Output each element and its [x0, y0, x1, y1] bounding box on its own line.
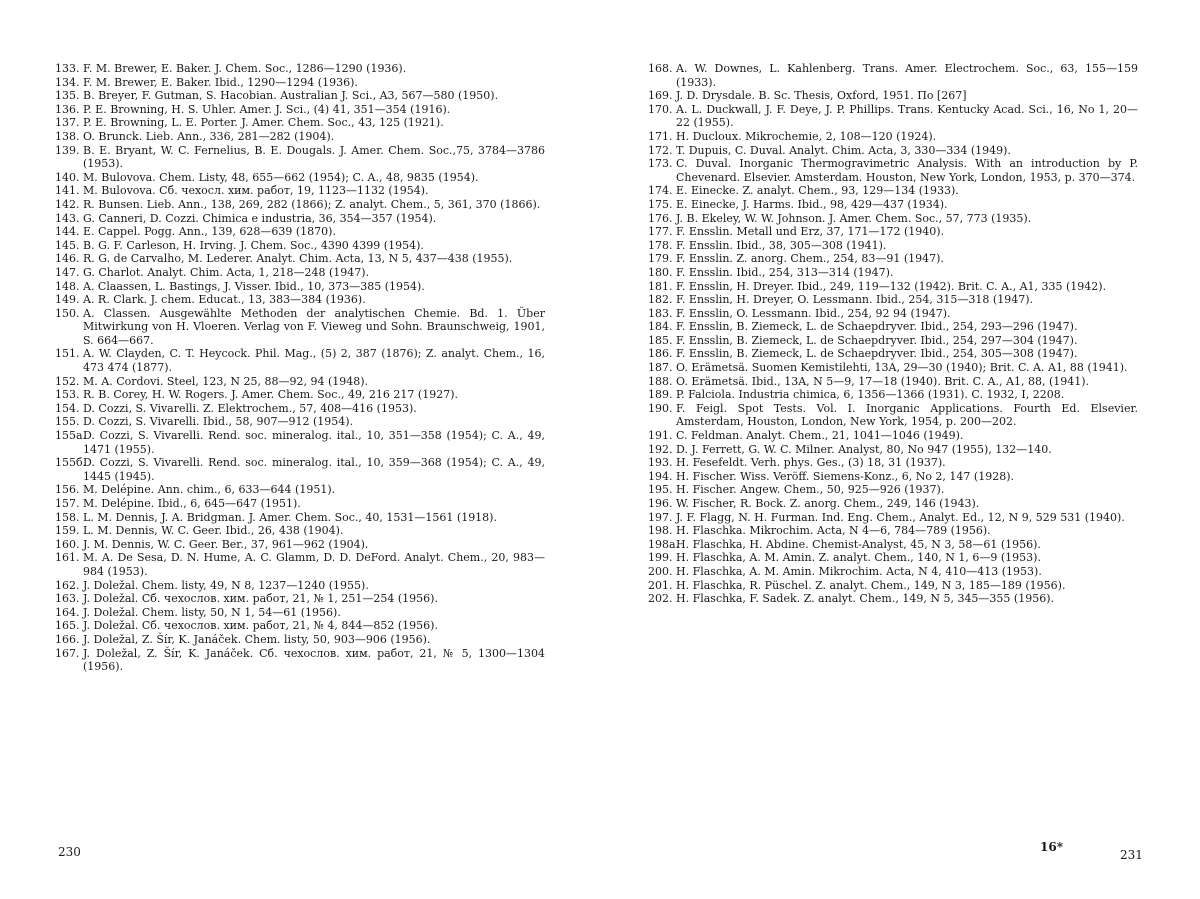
reference-number: 199. — [648, 551, 673, 565]
reference-number: 176. — [648, 211, 673, 225]
reference-number: 171. — [648, 129, 673, 143]
reference-text: F. Ensslin, O. Lessmann. Ibid., 254, 92 94 (1947). — [676, 306, 951, 320]
reference-number: 194. — [648, 469, 673, 483]
reference-entry — [648, 293, 1138, 307]
reference-entry — [55, 62, 545, 76]
reference-number: 189. — [648, 388, 673, 402]
reference-text: H. Ducloux. Mikrochemie, 2, 108—120 (1924). — [676, 129, 937, 143]
reference-text: E. Einecke, J. Harms. Ibid., 98, 429—437 (1934). — [676, 197, 948, 211]
reference-text: M. A. De Sesa, D. N. Hume, A. C. Glamm, D. D. DeFord. Analyt. Chem., 20, 983—984 (1953). — [83, 551, 545, 578]
reference-entry — [648, 266, 1138, 280]
reference-entry — [648, 511, 1138, 525]
reference-text: F. Ensslin. Ibid., 38, 305—308 (1941). — [676, 238, 887, 252]
reference-number: 139. — [55, 143, 80, 157]
left-page — [55, 62, 545, 862]
reference-number: 162. — [55, 578, 80, 592]
reference-text: H. Flaschka, R. Püschel. Z. analyt. Chem., 149, N 3, 185—189 (1956). — [676, 578, 1066, 592]
reference-number: 146. — [55, 252, 80, 266]
reference-number: 195. — [648, 483, 673, 497]
reference-text: H. Fischer. Wiss. Veröff. Siemens-Konz., 6, No 2, 147 (1928). — [676, 469, 1014, 483]
reference-text: T. Dupuis, C. Duval. Analyt. Chim. Acta, 3, 330—334 (1949). — [676, 143, 1011, 157]
reference-entry — [55, 551, 545, 578]
reference-text: M. Delépine. Ibid., 6, 645—647 (1951). — [83, 497, 301, 510]
reference-number: 138. — [55, 129, 80, 143]
reference-entry — [55, 266, 545, 280]
reference-text: W. Fischer, R. Bock. Z. anorg. Chem., 249, 146 (1943). — [676, 497, 980, 510]
reference-text: E. Einecke. Z. analyt. Chem., 93, 129—134 (1933). — [676, 184, 959, 198]
reference-text: R. B. Corey, H. W. Rogers. J. Amer. Chem. Soc., 49, 216 217 (1927). — [83, 388, 458, 402]
reference-text: L. M. Dennis, J. A. Bridgman. J. Amer. Chem. Soc., 40, 1531—1561 (1918). — [83, 510, 497, 524]
reference-entry — [648, 456, 1138, 470]
reference-number: 145. — [55, 238, 80, 252]
reference-entry — [648, 307, 1138, 321]
reference-entry — [648, 361, 1138, 375]
signature-mark: 16* — [1040, 840, 1063, 854]
reference-text: J. Doležal. Chem. listy, 50, N 1, 54—61 (1956). — [83, 605, 341, 619]
reference-text: H. Flaschka, F. Sadek. Z. analyt. Chem., 149, N 5, 345—355 (1956). — [676, 592, 1055, 606]
reference-number: 168. — [648, 62, 673, 75]
reference-text: J. Doležal. Chem. listy, 49, N 8, 1237—1240 (1955). — [83, 578, 369, 592]
reference-entry — [55, 606, 545, 620]
reference-number: 184. — [648, 320, 673, 334]
reference-entry — [648, 483, 1138, 497]
reference-entry — [55, 347, 545, 374]
reference-text: H. Fesefeldt. Verh. phys. Ges., (3) 18, 31 (1937). — [676, 456, 946, 470]
reference-entry — [648, 334, 1138, 348]
reference-entry — [648, 443, 1138, 457]
reference-entry — [55, 633, 545, 647]
reference-number: 198a. — [648, 537, 680, 551]
reference-entry — [648, 402, 1138, 429]
reference-number: 151. — [55, 347, 80, 361]
reference-number: 166. — [55, 632, 80, 646]
reference-entry — [55, 524, 545, 538]
reference-number: 182. — [648, 293, 673, 307]
reference-list-right — [648, 62, 1138, 606]
reference-number: 201. — [648, 578, 673, 592]
reference-number: 196. — [648, 497, 673, 510]
reference-entry — [55, 483, 545, 497]
reference-entry — [648, 524, 1138, 538]
reference-number: 153. — [55, 388, 80, 402]
reference-entry — [55, 592, 545, 606]
reference-text: C. Feldman. Analyt. Chem., 21, 1041—1046 (1949). — [676, 429, 964, 443]
reference-text: A. L. Duckwall, J. F. Deye, J. P. Phillips. Trans. Kentucky Acad. Sci., 16, No 1, 20—22 (1955). — [676, 102, 1138, 130]
reference-number: 156. — [55, 483, 80, 497]
reference-number: 174. — [648, 184, 673, 198]
reference-entry — [55, 511, 545, 525]
reference-entry — [55, 647, 545, 674]
reference-entry — [648, 470, 1138, 484]
reference-entry — [55, 280, 545, 294]
reference-number: 155б. — [55, 456, 87, 470]
reference-number: 193. — [648, 456, 673, 470]
reference-text: O. Erämetsä. Ibid., 13A, N 5—9, 17—18 (1940). Brit. C. A., A1, 88, (1941). — [676, 374, 1090, 388]
reference-entry — [55, 619, 545, 633]
reference-number: 155a. — [55, 429, 87, 443]
reference-text: C. Duval. Inorganic Thermogravimetric Analysis. With an introduction by P. Chevenard. Elsevier. Amsterdam. Houston, New York, London, 1953, p. 370—374. — [676, 157, 1138, 184]
reference-entry — [648, 320, 1138, 334]
reference-entry — [648, 497, 1138, 511]
reference-text: J. Doležal, Z. Šír, K. Janáček. Сб. чехослов. хим. работ, 21, № 5, 1300—1304 (1956). — [83, 646, 545, 674]
reference-text: F. Ensslin. Ibid., 254, 313—314 (1947). — [676, 265, 894, 279]
reference-number: 158. — [55, 510, 80, 524]
reference-text: F. Ensslin. Metall und Erz, 37, 171—172 (1940). — [676, 225, 945, 239]
reference-number: 157. — [55, 497, 80, 510]
reference-number: 155. — [55, 415, 80, 429]
reference-entry — [55, 579, 545, 593]
reference-number: 200. — [648, 564, 673, 578]
reference-number: 181. — [648, 279, 673, 293]
reference-number: 152. — [55, 374, 80, 388]
reference-entry — [648, 280, 1138, 294]
reference-number: 143. — [55, 211, 80, 225]
reference-text: F. Ensslin, H. Dreyer. Ibid., 249, 119—132 (1942). Brit. C. A., A1, 335 (1942). — [676, 279, 1107, 293]
reference-number: 159. — [55, 524, 80, 538]
reference-text: G. Canneri, D. Cozzi. Chimica e industria, 36, 354—357 (1954). — [83, 211, 437, 225]
reference-entry — [648, 347, 1138, 361]
reference-entry — [648, 212, 1138, 226]
reference-text: J. F. Flagg, N. H. Furman. Ind. Eng. Chem., Analyt. Ed., 12, N 9, 529 531 (1940). — [676, 510, 1125, 524]
reference-number: 147. — [55, 265, 80, 279]
reference-entry — [55, 239, 545, 253]
reference-text: F. Feigl. Spot Tests. Vol. I. Inorganic Applications. Fourth Ed. Elsevier. Amsterdam, Houston, London, New York, 1954, p. 200—202. — [676, 401, 1138, 429]
reference-number: 177. — [648, 225, 673, 239]
reference-entry — [648, 429, 1138, 443]
reference-entry — [648, 252, 1138, 266]
reference-list-left — [55, 62, 545, 674]
reference-entry — [648, 551, 1138, 565]
reference-entry — [55, 415, 545, 429]
reference-text: E. Cappel. Pogg. Ann., 139, 628—639 (1870). — [83, 225, 336, 239]
reference-entry — [55, 388, 545, 402]
reference-entry — [648, 388, 1138, 402]
reference-entry — [55, 184, 545, 198]
reference-text: J. Doležal. Сб. чехослов. хим. работ, 21, № 4, 844—852 (1956). — [83, 619, 438, 633]
reference-entry — [648, 198, 1138, 212]
page-number-left: 230 — [58, 845, 81, 859]
reference-number: 191. — [648, 429, 673, 443]
reference-text: H. Fischer. Angew. Chem., 50, 925—926 (1937). — [676, 483, 945, 497]
reference-entry — [55, 76, 545, 90]
reference-entry — [55, 375, 545, 389]
reference-text: M. Bulovova. Сб. чехосл. хим. работ, 19, 1123—1132 (1954). — [83, 184, 429, 198]
reference-number: 202. — [648, 592, 673, 606]
reference-text: P. E. Browning, H. S. Uhler. Amer. J. Sci., (4) 41, 351—354 (1916). — [83, 102, 451, 116]
reference-text: F. Ensslin, H. Dreyer, O. Lessmann. Ibid., 254, 315—318 (1947). — [676, 293, 1033, 307]
reference-text: B. Breyer, F. Gutman, S. Hacobian. Australian J. Sci., A3, 567—580 (1950). — [83, 89, 499, 103]
reference-entry — [55, 212, 545, 226]
reference-number: 192. — [648, 442, 673, 456]
reference-text: O. Brunck. Lieb. Ann., 336, 281—282 (1904). — [83, 129, 335, 143]
reference-text: H. Flaschka, H. Abdine. Chemist-Analyst, 45, N 3, 58—61 (1956). — [676, 537, 1041, 551]
reference-text: F. M. Brewer, E. Baker. J. Chem. Soc., 1286—1290 (1936). — [83, 62, 407, 75]
reference-number: 180. — [648, 265, 673, 279]
reference-number: 169. — [648, 89, 673, 103]
reference-entry — [55, 538, 545, 552]
page-number-right: 231 — [1120, 848, 1143, 862]
reference-entry — [55, 429, 545, 456]
reference-number: 163. — [55, 592, 80, 606]
reference-number: 179. — [648, 252, 673, 266]
reference-text: M. A. Cordovi. Steel, 123, N 25, 88—92, 94 (1948). — [83, 374, 369, 388]
reference-number: 172. — [648, 143, 673, 157]
reference-number: 170. — [648, 102, 673, 116]
reference-text: H. Flaschka. Mikrochim. Acta, N 4—6, 784—789 (1956). — [676, 524, 991, 538]
reference-text: B. G. F. Carleson, H. Irving. J. Chem. Soc., 4390 4399 (1954). — [83, 238, 424, 252]
reference-text: F. M. Brewer, E. Baker. Ibid., 1290—1294 (1936). — [83, 75, 358, 89]
reference-number: 164. — [55, 605, 80, 619]
reference-number: 183. — [648, 306, 673, 320]
reference-entry — [55, 198, 545, 212]
reference-entry — [648, 592, 1138, 606]
reference-number: 165. — [55, 619, 80, 633]
reference-number: 136. — [55, 102, 80, 116]
reference-text: A. Classen. Ausgewählte Methoden der analytischen Chemie. Bd. 1. Über Mitwirkung von H. Vloeren. Verlag von F. Vieweg und Sohn. Braunschweig, 1901, S. 664—667. — [83, 306, 545, 347]
reference-number: 197. — [648, 510, 673, 524]
reference-text: J. Doležal, Z. Šír, K. Janáček. Chem. listy, 50, 903—906 (1956). — [83, 632, 431, 646]
reference-number: 173. — [648, 157, 673, 171]
reference-entry — [648, 538, 1138, 552]
reference-entry — [648, 225, 1138, 239]
reference-text: G. Charlot. Analyt. Chim. Acta, 1, 218—248 (1947). — [83, 265, 370, 279]
reference-text: O. Erämetsä. Suomen Kemistilehti, 13A, 29—30 (1940); Brit. C. A. A1, 88 (1941). — [676, 361, 1128, 375]
reference-text: F. Ensslin. Z. anorg. Chem., 254, 83—91 (1947). — [676, 252, 944, 266]
reference-entry — [55, 252, 545, 266]
reference-entry — [55, 456, 545, 483]
reference-text: F. Ensslin, B. Ziemeck, L. de Schaepdryver. Ibid., 254, 305—308 (1947). — [676, 347, 1078, 361]
reference-text: F. Ensslin, B. Ziemeck, L. de Schaepdryver. Ibid., 254, 293—296 (1947). — [676, 320, 1078, 334]
right-page — [648, 62, 1138, 862]
reference-entry — [55, 293, 545, 307]
reference-entry — [648, 103, 1138, 130]
reference-entry — [648, 579, 1138, 593]
reference-number: 134. — [55, 75, 80, 89]
reference-text: D. Cozzi, S. Vivarelli. Z. Elektrochem., 57, 408—416 (1953). — [83, 401, 417, 415]
reference-number: 142. — [55, 197, 80, 211]
reference-text: A. W. Downes, L. Kahlenberg. Trans. Amer. Electrochem. Soc., 63, 155—159 (1933). — [676, 62, 1138, 89]
reference-number: 144. — [55, 225, 80, 239]
reference-number: 187. — [648, 361, 673, 375]
reference-text: D. Cozzi, S. Vivarelli. Rend. soc. mineralog. ital., 10, 359—368 (1954); C. A., 49, 1445 (1945). — [83, 456, 545, 483]
reference-number: 137. — [55, 116, 80, 130]
reference-number: 188. — [648, 374, 673, 388]
reference-text: P. E. Browning, L. E. Porter. J. Amer. Chem. Soc., 43, 125 (1921). — [83, 116, 444, 130]
reference-number: 135. — [55, 89, 80, 103]
reference-entry — [648, 89, 1138, 103]
reference-text: D. J. Ferrett, G. W. C. Milner. Analyst, 80, No 947 (1955), 132—140. — [676, 442, 1052, 456]
reference-entry — [55, 497, 545, 511]
reference-entry — [648, 565, 1138, 579]
reference-text: H. Flaschka, A. M. Amin. Mikrochim. Acta, N 4, 410—413 (1953). — [676, 564, 1042, 578]
reference-entry — [648, 184, 1138, 198]
reference-number: 167. — [55, 646, 80, 660]
reference-number: 198. — [648, 524, 673, 538]
reference-number: 141. — [55, 184, 80, 198]
reference-entry — [648, 157, 1138, 184]
reference-entry — [55, 130, 545, 144]
reference-text: J. D. Drysdale. B. Sc. Thesis, Oxford, 1951. По [267] — [676, 89, 967, 103]
reference-entry — [55, 307, 545, 348]
reference-text: R. G. de Carvalho, M. Lederer. Analyt. Chim. Acta, 13, N 5, 437—438 (1955). — [83, 252, 513, 266]
reference-entry — [55, 116, 545, 130]
reference-text: M. Delépine. Ann. chim., 6, 633—644 (1951). — [83, 483, 336, 497]
reference-number: 175. — [648, 197, 673, 211]
reference-text: D. Cozzi, S. Vivarelli. Ibid., 58, 907—912 (1954). — [83, 415, 354, 429]
reference-entry — [648, 239, 1138, 253]
reference-number: 185. — [648, 333, 673, 347]
reference-number: 140. — [55, 170, 80, 184]
reference-number: 149. — [55, 293, 80, 307]
reference-entry — [648, 144, 1138, 158]
reference-number: 133. — [55, 62, 80, 75]
reference-text: L. M. Dennis, W. C. Geer. Ibid., 26, 438 (1904). — [83, 524, 344, 538]
reference-number: 154. — [55, 401, 80, 415]
reference-text: B. E. Bryant, W. C. Fernelius, B. E. Dougals. J. Amer. Chem. Soc.,75, 3784—3786 (1953). — [83, 143, 545, 171]
reference-text: P. Falciola. Industria chimica, 6, 1356—1366 (1931). C. 1932, I, 2208. — [676, 388, 1065, 402]
reference-entry — [55, 103, 545, 117]
reference-number: 160. — [55, 537, 80, 551]
reference-entry — [55, 144, 545, 171]
reference-text: F. Ensslin, B. Ziemeck, L. de Schaepdryver. Ibid., 254, 297—304 (1947). — [676, 333, 1078, 347]
reference-number: 161. — [55, 551, 80, 565]
reference-text: A. R. Clark. J. chem. Educat., 13, 383—384 (1936). — [83, 293, 366, 307]
reference-number: 148. — [55, 279, 80, 293]
reference-text: H. Flaschka, A. M. Amin. Z. analyt. Chem., 140, N 1, 6—9 (1953). — [676, 551, 1041, 565]
reference-entry — [55, 402, 545, 416]
reference-text: J. B. Ekeley, W. W. Johnson. J. Amer. Chem. Soc., 57, 773 (1935). — [676, 211, 1032, 225]
reference-number: 178. — [648, 238, 673, 252]
reference-text: M. Bulovova. Chem. Listy, 48, 655—662 (1954); C. A., 48, 9835 (1954). — [83, 170, 479, 184]
reference-text: J. M. Dennis, W. C. Geer. Ber., 37, 961—962 (1904). — [83, 537, 369, 551]
reference-entry — [648, 62, 1138, 89]
reference-text: A. Claassen, L. Bastings, J. Visser. Ibid., 10, 373—385 (1954). — [83, 279, 425, 293]
reference-number: 186. — [648, 347, 673, 361]
reference-text: R. Bunsen. Lieb. Ann., 138, 269, 282 (1866); Z. analyt. Chem., 5, 361, 370 (1866). — [83, 197, 541, 211]
reference-number: 190. — [648, 401, 673, 415]
reference-entry — [648, 375, 1138, 389]
reference-entry — [648, 130, 1138, 144]
reference-entry — [55, 225, 545, 239]
reference-entry — [55, 171, 545, 185]
reference-text: D. Cozzi, S. Vivarelli. Rend. soc. mineralog. ital., 10, 351—358 (1954); C. A., 49, 1471 (1955). — [83, 429, 545, 456]
reference-entry — [55, 89, 545, 103]
reference-number: 150. — [55, 306, 80, 320]
reference-text: A. W. Clayden, C. T. Heycock. Phil. Mag., (5) 2, 387 (1876); Z. analyt. Chem., 16, 473 474 (1877). — [83, 347, 545, 375]
reference-text: J. Doležal. Сб. чехослов. хим. работ, 21, № 1, 251—254 (1956). — [83, 592, 438, 606]
